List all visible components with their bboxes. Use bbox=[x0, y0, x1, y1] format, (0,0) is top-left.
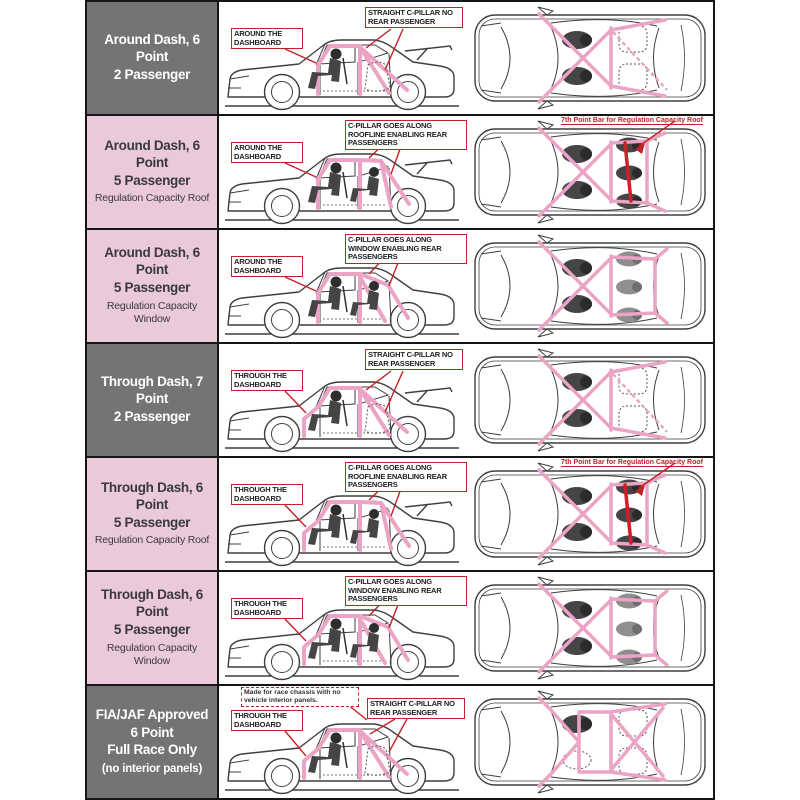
row-drawings bbox=[219, 344, 713, 456]
row-label-subtitle: (no interior panels) bbox=[101, 763, 203, 776]
annotation-dashboard: AROUND THE DASHBOARD bbox=[231, 28, 303, 49]
top-view-illustration bbox=[467, 344, 713, 456]
table-row bbox=[87, 116, 713, 230]
row-label-line2: 6 Point bbox=[130, 724, 174, 740]
annotation-dashboard: THROUGH THE DASHBOARD bbox=[231, 710, 303, 731]
top-view-illustration bbox=[467, 116, 713, 228]
annotation-cpillar: STRAIGHT C-PILLAR NO REAR PASSENGER bbox=[367, 698, 465, 719]
annotation-seventh-point: 7th Point Bar for Regulation Capacity Roof bbox=[561, 117, 703, 124]
annotation-dashboard: THROUGH THE DASHBOARD bbox=[231, 484, 303, 505]
row-label-line1: Through Dash, 6 Point bbox=[100, 479, 203, 512]
row-label bbox=[87, 686, 219, 798]
top-view-illustration bbox=[467, 2, 713, 114]
row-label-line1: Through Dash, 7 Point bbox=[100, 374, 203, 407]
annotation-dashboard: THROUGH THE DASHBOARD bbox=[231, 598, 303, 619]
annotation-cpillar: STRAIGHT C-PILLAR NO REAR PASSENGER bbox=[365, 349, 463, 370]
row-drawings bbox=[219, 572, 713, 684]
annotation-cpillar: C-PILLAR GOES ALONG ROOFLINE ENABLING REAR PASSENGERS bbox=[345, 120, 467, 150]
table-row bbox=[87, 230, 713, 344]
row-label-line2: 5 Passenger bbox=[113, 172, 191, 188]
row-label-subtitle: Regulation Capacity Window bbox=[106, 641, 198, 668]
annotation-cpillar: C-PILLAR GOES ALONG WINDOW ENABLING REAR PASSENGERS bbox=[345, 234, 467, 264]
annotation-dashboard: AROUND THE DASHBOARD bbox=[231, 256, 303, 277]
table-row bbox=[87, 686, 713, 798]
top-view-illustration bbox=[467, 458, 713, 570]
row-label-line1: Around Dash, 6 Point bbox=[104, 32, 200, 65]
annotation-cpillar: C-PILLAR GOES ALONG WINDOW ENABLING REAR PASSENGERS bbox=[345, 576, 467, 606]
row-drawings bbox=[219, 2, 713, 114]
top-view-illustration bbox=[467, 686, 713, 798]
annotation-cpillar: STRAIGHT C-PILLAR NO REAR PASSENGER bbox=[365, 7, 463, 28]
row-label-line1: FIA/JAF Approved bbox=[95, 706, 209, 722]
table-row bbox=[87, 458, 713, 572]
row-label bbox=[87, 116, 219, 228]
annotation-cpillar: C-PILLAR GOES ALONG ROOFLINE ENABLING REAR PASSENGERS bbox=[345, 462, 467, 492]
annotation-dashboard: AROUND THE DASHBOARD bbox=[231, 142, 303, 163]
row-label-line2: 5 Passenger bbox=[113, 514, 191, 530]
row-label-line2: 2 Passenger bbox=[113, 66, 191, 82]
row-label-subtitle: Regulation Capacity Window bbox=[106, 299, 198, 326]
table-row bbox=[87, 2, 713, 116]
row-label-line2: 2 Passenger bbox=[113, 408, 191, 424]
table-row bbox=[87, 572, 713, 686]
row-drawings bbox=[219, 458, 713, 570]
row-label-subtitle: Regulation Capacity Roof bbox=[94, 192, 210, 205]
row-label-line1: Around Dash, 6 Point bbox=[104, 137, 200, 170]
top-view-illustration bbox=[467, 572, 713, 684]
row-label bbox=[87, 572, 219, 684]
row-label bbox=[87, 344, 219, 456]
row-label-line2: 5 Passenger bbox=[113, 279, 191, 295]
row-label bbox=[87, 458, 219, 570]
row-label-line1: Through Dash, 6 Point bbox=[100, 587, 203, 619]
row-label-line1: Around Dash, 6 Point bbox=[104, 245, 200, 277]
row-label-line2: 5 Passenger bbox=[113, 621, 191, 637]
row-label-subtitle: Regulation Capacity Roof bbox=[94, 534, 210, 547]
annotation-dashboard: THROUGH THE DASHBOARD bbox=[231, 370, 303, 391]
row-drawings bbox=[219, 686, 713, 798]
row-drawings bbox=[219, 116, 713, 228]
annotation-seventh-point: 7th Point Bar for Regulation Capacity Roof bbox=[561, 459, 703, 466]
row-label-line3: Full Race Only bbox=[107, 742, 197, 758]
rollcage-comparison-table bbox=[85, 0, 715, 800]
annotation-race-note: Made for race chassis with no vehicle interior panels. bbox=[241, 687, 359, 707]
row-label bbox=[87, 2, 219, 114]
row-drawings bbox=[219, 230, 713, 342]
row-label bbox=[87, 230, 219, 342]
top-view-illustration bbox=[467, 230, 713, 342]
table-row bbox=[87, 344, 713, 458]
